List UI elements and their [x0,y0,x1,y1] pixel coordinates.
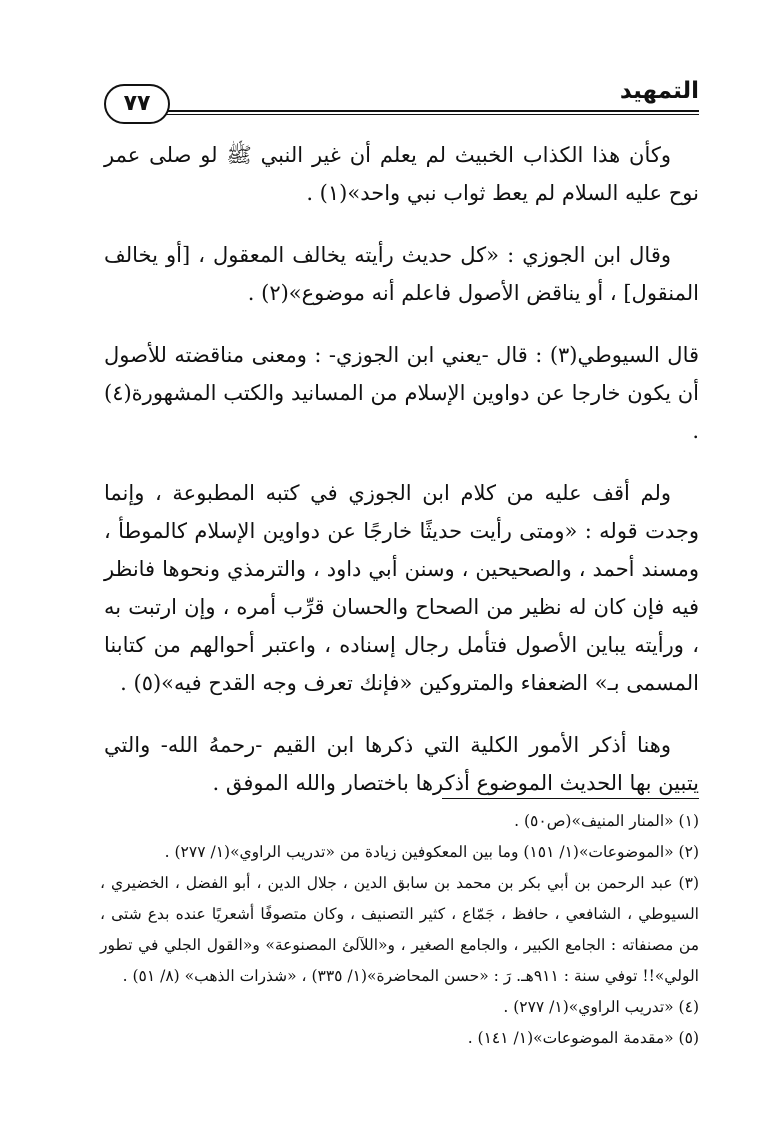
running-head: التمهيد [619,78,699,104]
main-text [104,136,699,826]
paragraph-3: قال السيوطي(٣) : قال -يعني ابن الجوزي- : ومعنى مناقضته للأصول أن يكون خارجا عن دواوين الإسلام من المسانيد والكتب المشهورة(٤) . [104,343,700,443]
footnote-4: (٤) «تدريب الراوي»(١/ ٢٧٧) . [503,998,699,1016]
paragraph-2: وقال ابن الجوزي : «كل حديث رأيته يخالف المعقول ، [أو يخالف المنقول] ، أو يناقض الأصول فاعلم أنه موضوع»(٢) . [104,243,699,305]
footnote-1: (١) «المنار المنيف»(ص٥٠) . [514,812,699,830]
footnotes [100,806,699,1054]
paragraph-5: وهنا أذكر الأمور الكلية التي ذكرها ابن القيم -رحمهُ الله- والتي يتبين بها الحديث الموضوع أذكرها باختصار والله الموفق . [104,733,699,795]
footnote-5: (٥) «مقدمة الموضوعات»(١/ ١٤١) . [467,1029,699,1047]
footnote-2: (٢) «الموضوعات»(١/ ١٥١) وما بين المعكوفين زيادة من «تدريب الراوي»(١/ ٢٧٧) . [164,843,699,861]
header-rule-thin [150,114,699,115]
paragraph-1: وكأن هذا الكذاب الخبيث لم يعلم أن غير النبي ﷺ لو صلى عمر نوح عليه السلام لم يعط ثواب نبي واحد»(١) . [104,143,699,205]
footnote-separator [442,798,699,799]
page-number: ٧٧ [104,84,170,124]
header-rule [150,110,699,112]
paragraph-4: ولم أقف عليه من كلام ابن الجوزي في كتبه المطبوعة ، وإنما وجدت قوله : «ومتى رأيت حديثًا خارجًا عن دواوين الإسلام كالموطأ ، ومسند أحمد ، والصحيحين ، وسنن أبي داود ، والترمذي ونحوها فانظر فيه فإن كان له نظير من الصحاح والحسان قرِّب أمره ، وإن ارتبت به ، ورأيته يباين الأصول فتأمل رجال إسناده ، واعتبر أحوالهم من كتابنا المسمى بـ» الضعفاء والمتروكين «فإنك تعرف وجه القدح فيه»(٥) . [104,481,699,695]
footnote-3: (٣) عبد الرحمن بن أبي بكر بن محمد بن سابق الدين ، جلال الدين ، أبو الفضل ، الخضيري ، السيوطي ، الشافعي ، حافظ ، جَمّاع ، كثير التصنيف ، وكان متصوفًا أشعريًا عنده بدع شتى ، من مصنفاته : الجامع الكبير ، والجامع الصغير ، و«اللآلئ المصنوعة» و«القول الجلي في تطور الولي»!! توفي سنة : ٩١١هـ. رَ : «حسن المحاضرة»(١/ ٣٣٥) ، «شذرات الذهب» (٨/ ٥١) . [100,874,699,985]
